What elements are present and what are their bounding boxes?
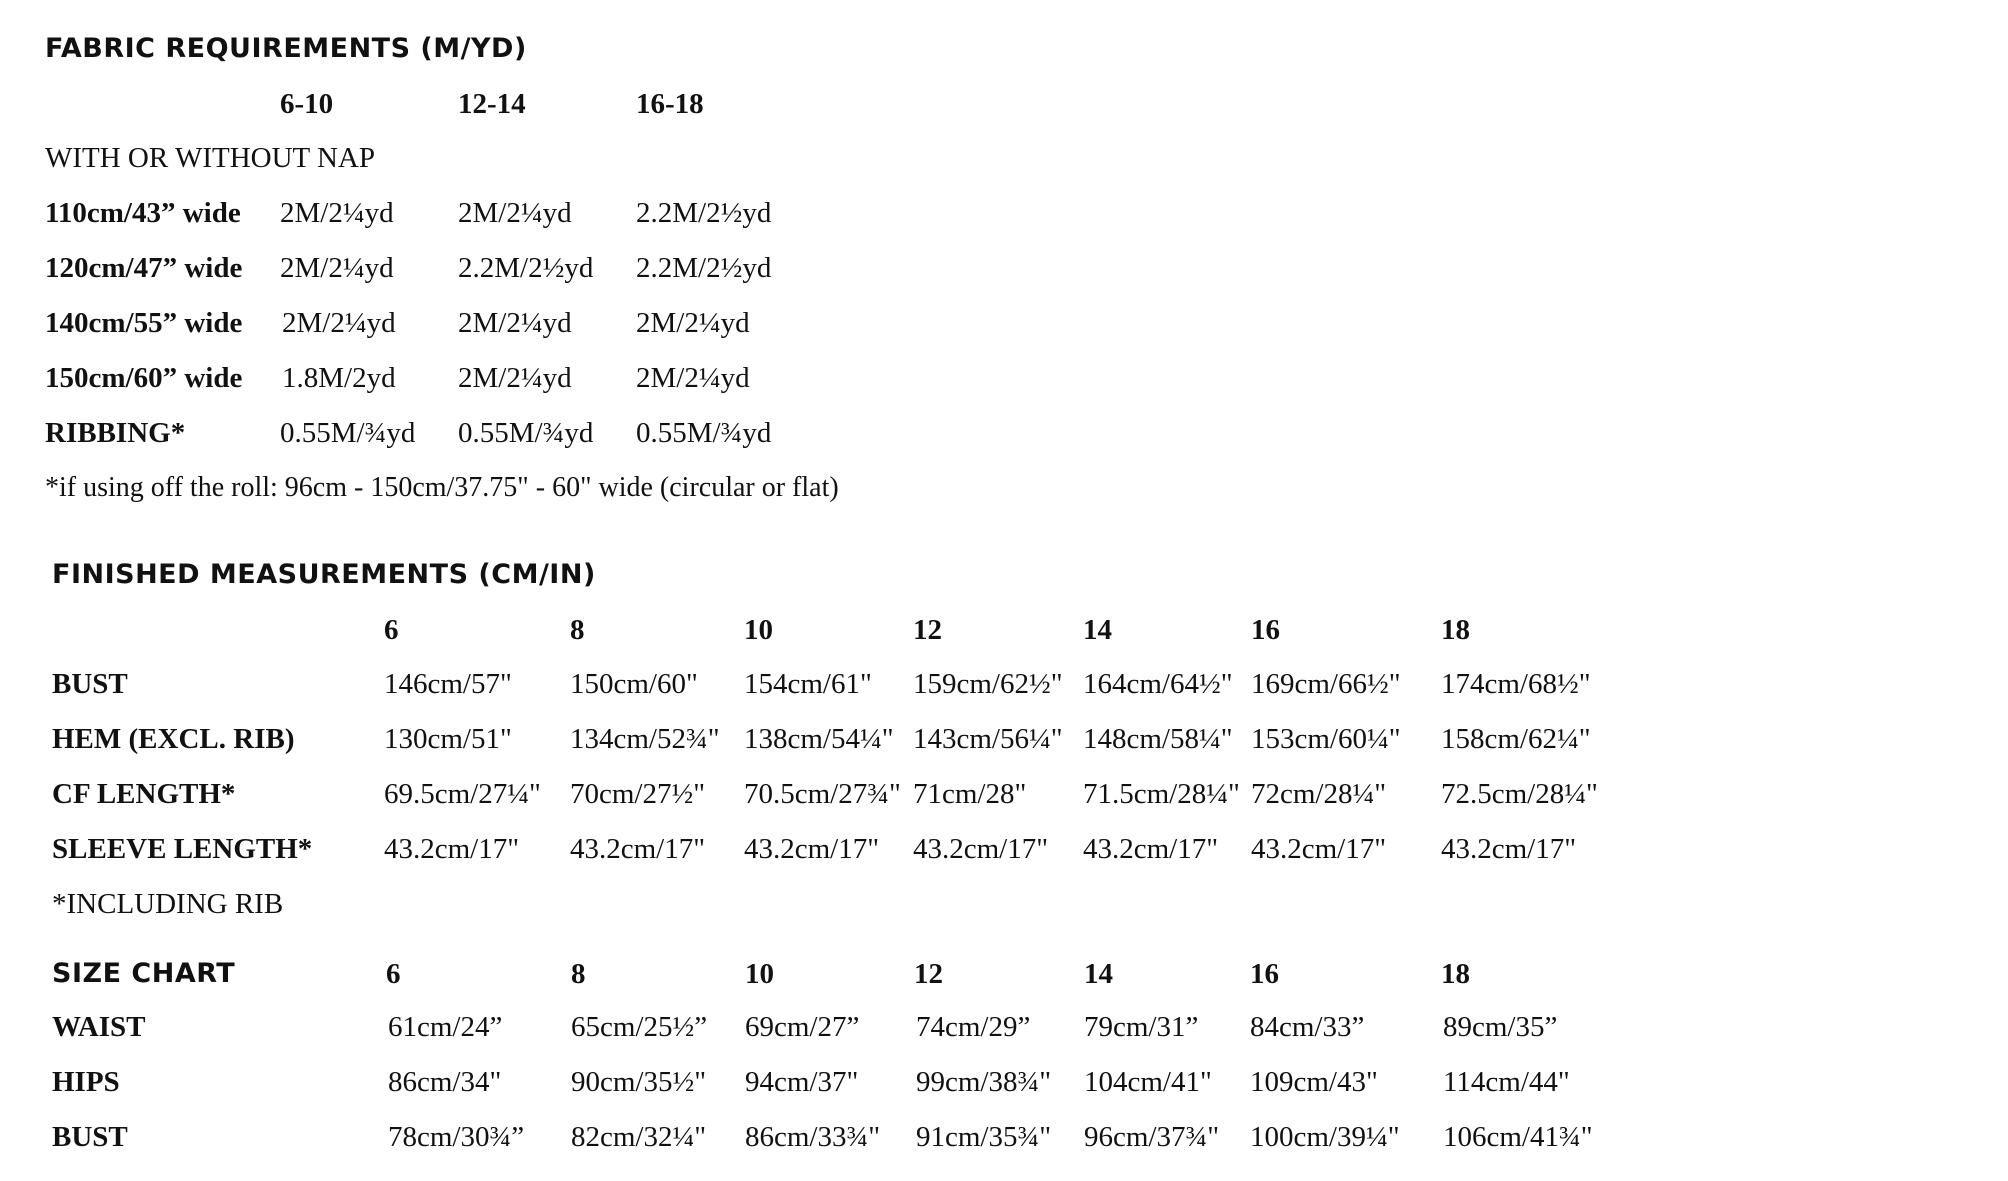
finished-size-header: 6 [384,614,399,646]
finished-row-label: CF LENGTH* [52,778,236,810]
size-chart-cell: 90cm/35½" [571,1066,707,1098]
finished-cell: 43.2cm/17" [744,833,880,865]
size-chart-row-label: BUST [52,1121,128,1153]
finished-cell: 43.2cm/17" [570,833,706,865]
size-chart-row-label: HIPS [52,1066,120,1098]
size-chart-size-header: 12 [914,958,943,990]
fabric-cell: 0.55M/¾yd [636,417,772,449]
finished-cell: 146cm/57" [384,668,512,700]
fabric-size-header: 16-18 [636,88,704,120]
size-chart-size-header: 6 [386,958,401,990]
finished-cell: 43.2cm/17" [1441,833,1577,865]
size-chart-cell: 78cm/30¾” [388,1121,525,1153]
fabric-row-label: 110cm/43” wide [45,197,241,229]
finished-size-header: 18 [1441,614,1470,646]
finished-cell: 70.5cm/27¾" [744,778,901,810]
fabric-subtitle: WITH OR WITHOUT NAP [45,142,375,174]
finished-cell: 143cm/56¼" [913,723,1063,755]
fabric-cell: 2.2M/2½yd [636,252,772,284]
size-chart-cell: 86cm/33¾" [745,1121,881,1153]
finished-size-header: 16 [1251,614,1280,646]
finished-cell: 150cm/60" [570,668,698,700]
finished-measurements-title: FINISHED MEASUREMENTS (CM/IN) [52,559,596,590]
size-chart-size-header: 14 [1084,958,1113,990]
fabric-cell: 0.55M/¾yd [458,417,594,449]
size-chart-size-header: 16 [1250,958,1279,990]
fabric-footnote: *if using off the roll: 96cm - 150cm/37.75" - 60" wide (circular or flat) [45,472,839,503]
finished-cell: 174cm/68½" [1441,668,1591,700]
finished-size-header: 12 [913,614,942,646]
fabric-row-label: RIBBING* [45,417,186,449]
finished-cell: 148cm/58¼" [1083,723,1233,755]
fabric-row-label: 140cm/55” wide [45,307,243,339]
size-chart-cell: 69cm/27” [745,1011,860,1043]
fabric-row-label: 150cm/60” wide [45,362,243,394]
finished-cell: 158cm/62¼" [1441,723,1591,755]
fabric-cell: 0.55M/¾yd [280,417,416,449]
size-chart-cell: 79cm/31” [1084,1011,1199,1043]
size-chart-cell: 82cm/32¼" [571,1121,707,1153]
size-chart-title: SIZE CHART [52,958,236,989]
fabric-cell: 2M/2¼yd [458,307,572,339]
size-chart-cell: 109cm/43" [1250,1066,1378,1098]
size-chart-cell: 86cm/34" [388,1066,502,1098]
finished-cell: 71cm/28" [913,778,1027,810]
finished-cell: 72.5cm/28¼" [1441,778,1598,810]
finished-size-header: 10 [744,614,773,646]
fabric-cell: 2M/2¼yd [280,197,394,229]
fabric-row-label: 120cm/47” wide [45,252,243,284]
finished-footnote: *INCLUDING RIB [52,888,284,920]
size-chart-cell: 106cm/41¾" [1443,1121,1593,1153]
fabric-cell: 2.2M/2½yd [458,252,594,284]
finished-cell: 43.2cm/17" [913,833,1049,865]
fabric-size-header: 6-10 [280,88,334,120]
finished-cell: 138cm/54¼" [744,723,894,755]
finished-cell: 134cm/52¾" [570,723,720,755]
size-chart-cell: 96cm/37¾" [1084,1121,1220,1153]
size-chart-cell: 99cm/38¾" [916,1066,1052,1098]
size-chart-cell: 94cm/37" [745,1066,859,1098]
size-chart-cell: 104cm/41" [1084,1066,1212,1098]
fabric-cell: 2M/2¼yd [280,252,394,284]
finished-cell: 43.2cm/17" [384,833,520,865]
finished-cell: 72cm/28¼" [1251,778,1387,810]
finished-row-label: BUST [52,668,128,700]
fabric-cell: 2M/2¼yd [458,362,572,394]
size-chart-cell: 91cm/35¾" [916,1121,1052,1153]
finished-cell: 69.5cm/27¼" [384,778,541,810]
fabric-cell: 2M/2¼yd [282,307,396,339]
finished-cell: 169cm/66½" [1251,668,1401,700]
fabric-cell: 2.2M/2½yd [636,197,772,229]
finished-cell: 154cm/61" [744,668,872,700]
size-chart-size-header: 8 [571,958,586,990]
fabric-cell: 2M/2¼yd [636,362,750,394]
finished-row-label: SLEEVE LENGTH* [52,833,313,865]
size-chart-cell: 114cm/44" [1443,1066,1570,1098]
fabric-size-header: 12-14 [458,88,526,120]
size-chart-size-header: 10 [745,958,774,990]
finished-cell: 153cm/60¼" [1251,723,1401,755]
finished-cell: 43.2cm/17" [1083,833,1219,865]
finished-cell: 70cm/27½" [570,778,706,810]
size-chart-cell: 61cm/24” [388,1011,503,1043]
fabric-cell: 2M/2¼yd [636,307,750,339]
fabric-cell: 1.8M/2yd [282,362,396,394]
finished-row-label: HEM (EXCL. RIB) [52,723,295,755]
finished-size-header: 8 [570,614,585,646]
size-chart-cell: 74cm/29” [916,1011,1031,1043]
fabric-cell: 2M/2¼yd [458,197,572,229]
finished-cell: 71.5cm/28¼" [1083,778,1240,810]
size-chart-cell: 84cm/33” [1250,1011,1365,1043]
size-chart-row-label: WAIST [52,1011,146,1043]
finished-size-header: 14 [1083,614,1112,646]
finished-cell: 130cm/51" [384,723,512,755]
size-chart-size-header: 18 [1441,958,1470,990]
fabric-requirements-title: FABRIC REQUIREMENTS (M/YD) [45,33,527,64]
finished-cell: 43.2cm/17" [1251,833,1387,865]
size-chart-cell: 89cm/35” [1443,1011,1558,1043]
size-chart-cell: 65cm/25½” [571,1011,708,1043]
finished-cell: 159cm/62½" [913,668,1063,700]
finished-cell: 164cm/64½" [1083,668,1233,700]
size-chart-cell: 100cm/39¼" [1250,1121,1400,1153]
